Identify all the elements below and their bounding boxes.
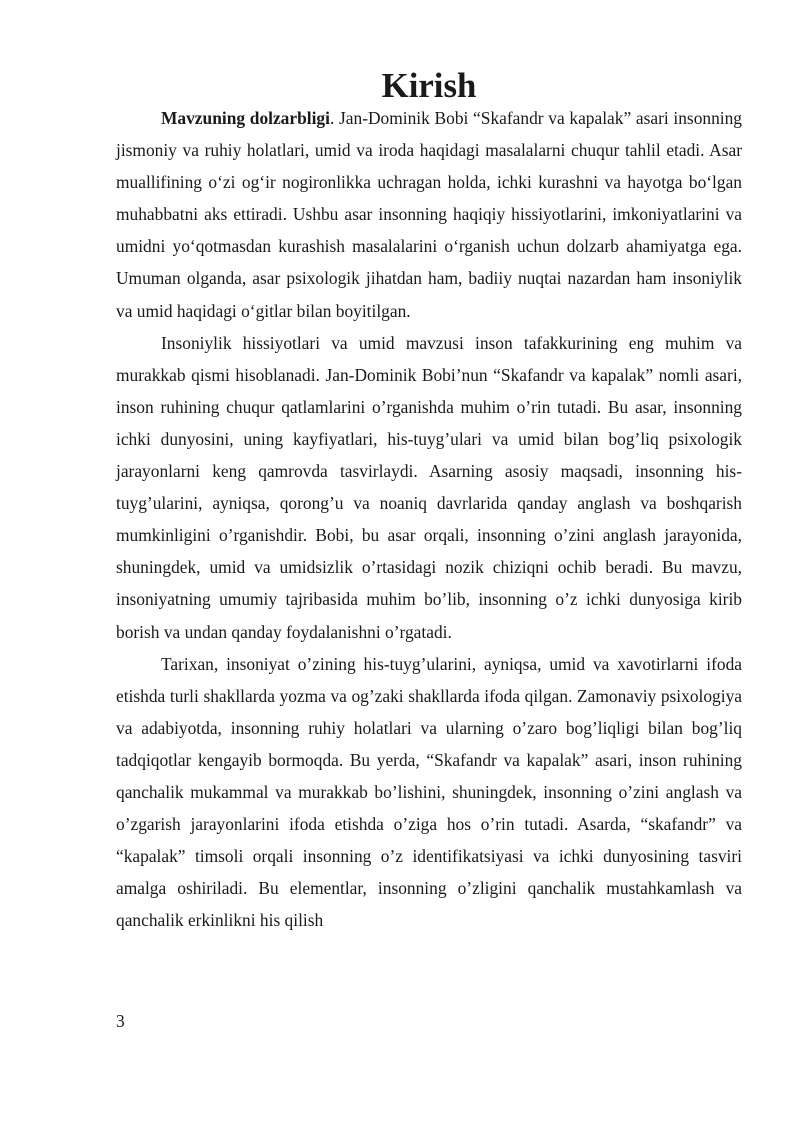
paragraph-text: Tarixan, insoniyat o’zining his-tuyg’ularini, ayniqsa, umid va xavotirlarni ifoda etishda turli shakllarda yozma va og’zaki shakllarda ifoda qilgan. Zamonaviy psixologiya va adabiyotda, insonning ruhiy holatlari va ularning o’zaro bog’liqligi bilan bog’liq tadqiqotlar kengayib bormoqda. Bu yerda, “Skafandr va kapalak” asari, inson ruhining qanchalik mukammal va murakkab bo’lishini, shuningdek, insonning o’zini anglash va o’zgarish jarayonlarini ifoda etishda o’ziga hos o’rin tutadi. Asarda, “skafandr” va “kapalak” timsoli orqali insonning o’z identifikatsiyasi va ichki dunyosining tasviri amalga oshiriladi. Bu elementlar, insonning o’zligini qanchalik mustahkamlash va qanchalik erkinlikni his qilish xyxy=(116,653,742,931)
paragraph-text: . Jan-Dominik Bobi “Skafandr va kapalak” asari insonning jismoniy va ruhiy holatlari, umid va iroda haqidagi masalalarni chuqur tahlil etadi. Asar muallifining oʻzi ogʻir nogironlikka uchragan holda, ichki kurashni va hayotga boʻlgan muhabbatni aks ettiradi. Ushbu asar insonning haqiqiy hissiyotlarini, imkoniyatlarini va umidni yoʻqotmasdan kurashish masalalarini oʻrganish uchun dolzarb ahamiyatga ega. Umuman olganda, asar psixologik jihatdan ham, badiiy nuqtai nazardan ham insoniylik va umid haqidagi oʻgitlar bilan boyitilgan. xyxy=(116,108,743,321)
paragraph-lead: Mavzuning dolzarbligi xyxy=(161,108,330,128)
paragraph-humanity xyxy=(116,327,742,648)
page-number: 3 xyxy=(116,1011,125,1031)
paragraph-history xyxy=(116,648,742,937)
body-text xyxy=(116,102,742,936)
paragraph-text: Insoniylik hissiyotlari va umid mavzusi inson tafakkurining eng muhim va murakkab qismi hisoblanadi. Jan-Dominik Bobi’nun “Skafandr va kapalak” nomli asari, inson ruhining chuqur qatlamlarini o’rganishda muhim o’rin tutadi. Bu asar, insonning ichki dunyosini, uning kayfiyatlari, his-tuyg’ulari va umid bilan bog’liq psixologik jarayonlarni keng qamrovda tasvirlaydi. Asarning asosiy maqsadi, insonning his-tuyg’ularini, ayniqsa, qorong’u va noaniq davrlarida qanday anglash va boshqarish mumkinligini o’rganishdir. Bobi, bu asar orqali, insonning o’zini anglash jarayonida, shuningdek, umid va umidsizlik o’rtasidagi nozik chiziqni ochib beradi. Bu mavzu, insoniyatning umumiy tajribasida muhim bo’lib, insonning o’z ichki dunyosiga kirib borish va undan qanday foydalanishni o’rgatadi. xyxy=(116,332,742,642)
paragraph-relevance xyxy=(116,102,742,327)
page-title: Kirish xyxy=(381,66,477,105)
